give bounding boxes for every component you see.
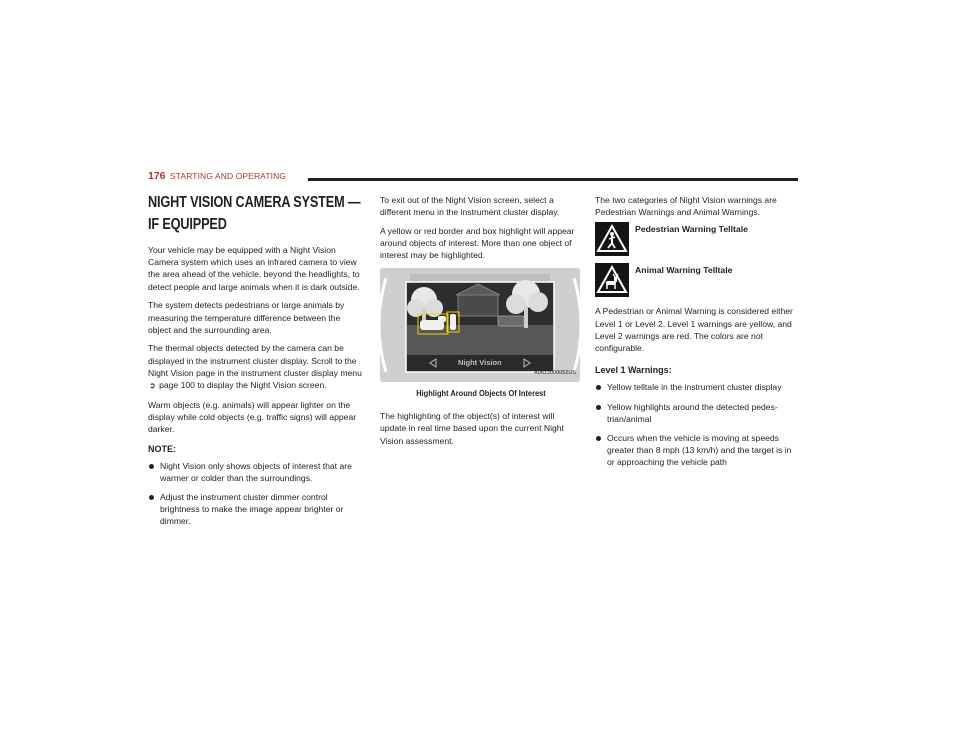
paragraph-text: The thermal objects detected by the camera can be displayed in the instrument cluster display. Scroll to the Night Vision page in the instrument cluster display menu bbox=[148, 343, 362, 378]
section-title: STARTING AND OPERATING bbox=[170, 171, 287, 181]
list-item: Occurs when the vehicle is moving at speeds greater than 8 mph (13 km/h) and the target is in or approaching the vehicle path bbox=[595, 432, 798, 469]
paragraph-with-reference bbox=[148, 342, 364, 392]
level-1-heading: Level 1 Warnings: bbox=[595, 365, 672, 376]
page-title bbox=[148, 192, 369, 236]
pedestrian-warning-icon bbox=[595, 222, 629, 256]
header-rule bbox=[308, 178, 798, 181]
pedestrian-telltale bbox=[595, 222, 798, 258]
figure-caption: Highlight Around Objects Of Interest bbox=[416, 388, 546, 399]
paragraph: Warm objects (e.g. animals) will appear lighter on the display while cold objects (e.g. traffic signs) will appear darker. bbox=[148, 399, 357, 435]
paragraph: To exit out of the Night Vision screen, select a different menu in the instrument cluster display. bbox=[380, 195, 560, 218]
list-item: Yellow highlights around the detected pedes-trian/animal bbox=[595, 401, 798, 425]
paragraph: A Pedestrian or Animal Warning is considered either Level 1 or Level 2. Level 1 warnings are yellow, and Level 2 warnings are red. The colors are not configurable. bbox=[595, 306, 793, 354]
column-1 bbox=[148, 192, 364, 535]
telltale-label: Pedestrian Warning Telltale bbox=[635, 224, 748, 235]
list-item: Night Vision only shows objects of interest that are warmer or colder than the surroundings. bbox=[148, 460, 364, 484]
title-line-2: IF EQUIPPED bbox=[148, 216, 227, 233]
bullet-icon bbox=[596, 405, 601, 410]
page-reference-link[interactable]: page 100 to display the Night Vision screen. bbox=[159, 380, 327, 391]
page-number: 176 bbox=[148, 170, 166, 182]
paragraph: The two categories of Night Vision warnings are Pedestrian Warnings and Animal Warnings. bbox=[595, 195, 777, 218]
bullet-icon bbox=[149, 495, 154, 500]
list-item: Adjust the instrument cluster dimmer control brightness to make the image appear brighter or dimmer. bbox=[148, 491, 364, 528]
note-heading: NOTE: bbox=[148, 444, 176, 455]
night-vision-figure bbox=[380, 268, 580, 382]
bullet-icon bbox=[149, 464, 154, 469]
animal-warning-icon bbox=[595, 263, 629, 297]
title-line-1: NIGHT VISION CAMERA SYSTEM — bbox=[148, 194, 361, 211]
paragraph: The system detects pedestrians or large animals by measuring the temperature difference between the object and the surrounding area. bbox=[148, 300, 345, 335]
animal-telltale bbox=[595, 263, 798, 299]
bullet-icon bbox=[596, 436, 601, 441]
night-vision-screen-label: Night Vision bbox=[458, 358, 502, 368]
column-3 bbox=[595, 194, 798, 476]
list-item: Yellow telltale in the instrument cluster display bbox=[595, 381, 798, 393]
page-header bbox=[148, 170, 798, 186]
paragraph: A yellow or red border and box highlight will appear around objects of interest. More than one object of interest may be highlighted. bbox=[380, 225, 575, 261]
column-2 bbox=[380, 194, 582, 453]
note-list bbox=[148, 460, 364, 528]
paragraph: The highlighting of the object(s) of interest will update in real time based upon the current Night Vision assessment. bbox=[380, 411, 564, 446]
page-reference-arrow-icon: ➲ bbox=[149, 381, 156, 391]
bullet-icon bbox=[596, 385, 601, 390]
telltale-label: Animal Warning Telltale bbox=[635, 265, 733, 276]
figure-code: A0612000052US bbox=[534, 369, 576, 376]
level-1-list bbox=[595, 381, 798, 468]
paragraph: Your vehicle may be equipped with a Night Vision Camera system which uses an infrared camera to view the area ahead of the vehicle, beyond the headlights, to detect people and large animals when it is dark outside. bbox=[148, 245, 360, 292]
